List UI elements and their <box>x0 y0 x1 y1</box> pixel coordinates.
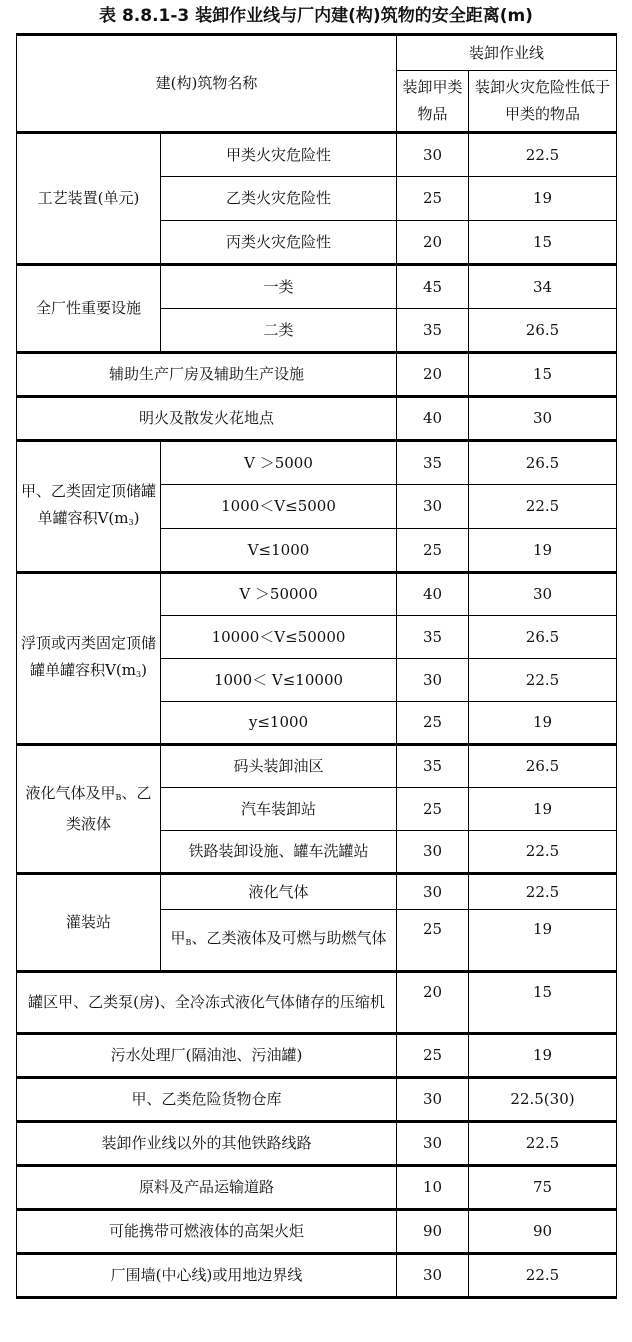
row-label: 甲$_B$、乙类液体及可燃与助燃气体 <box>161 910 397 972</box>
value-a: 25 <box>397 177 469 221</box>
value-a: 30 <box>397 1254 469 1298</box>
value-b: 22.5(30) <box>469 1078 617 1122</box>
header-col-a: 装卸甲类物品 <box>397 71 469 133</box>
row-label: 污水处理厂(隔油池、污油罐) <box>17 1034 397 1078</box>
row-label: 丙类火灾危险性 <box>161 221 397 265</box>
value-b: 26.5 <box>469 309 617 353</box>
header-group: 装卸作业线 <box>397 35 617 71</box>
value-b: 22.5 <box>469 133 617 177</box>
row-label: 二类 <box>161 309 397 353</box>
value-a: 30 <box>397 874 469 910</box>
value-a: 25 <box>397 702 469 745</box>
value-a: 40 <box>397 573 469 616</box>
value-a: 35 <box>397 441 469 485</box>
row-label: V ＞5000 <box>161 441 397 485</box>
row-label: 辅助生产厂房及辅助生产设施 <box>17 353 397 397</box>
value-a: 30 <box>397 485 469 529</box>
value-b: 22.5 <box>469 485 617 529</box>
value-b: 90 <box>469 1210 617 1254</box>
value-a: 25 <box>397 529 469 573</box>
value-b: 22.5 <box>469 1122 617 1166</box>
value-b: 22.5 <box>469 659 617 702</box>
row-group: 浮顶或丙类固定顶储罐单罐容积$V(m^3)$ <box>17 573 161 745</box>
value-a: 30 <box>397 133 469 177</box>
value-b: 30 <box>469 397 617 441</box>
value-b: 15 <box>469 353 617 397</box>
value-a: 40 <box>397 397 469 441</box>
safety-distance-table <box>16 33 617 1299</box>
value-a: 20 <box>397 972 469 1034</box>
value-a: 20 <box>397 221 469 265</box>
row-label: 原料及产品运输道路 <box>17 1166 397 1210</box>
row-label: 铁路装卸设施、罐车洗罐站 <box>161 831 397 874</box>
row-label: y≤1000 <box>161 702 397 745</box>
row-label: V ＞50000 <box>161 573 397 616</box>
value-b: 22.5 <box>469 831 617 874</box>
value-b: 26.5 <box>469 616 617 659</box>
row-label: 一类 <box>161 265 397 309</box>
value-b: 30 <box>469 573 617 616</box>
row-group: 甲、乙类固定顶储罐单罐容积$V(m^3)$ <box>17 441 161 573</box>
value-a: 90 <box>397 1210 469 1254</box>
value-b: 26.5 <box>469 745 617 788</box>
value-a: 35 <box>397 309 469 353</box>
row-label: 乙类火灾危险性 <box>161 177 397 221</box>
value-a: 25 <box>397 1034 469 1078</box>
value-b: 22.5 <box>469 874 617 910</box>
row-label: 可能携带可燃液体的高架火炬 <box>17 1210 397 1254</box>
value-a: 30 <box>397 1122 469 1166</box>
value-a: 25 <box>397 788 469 831</box>
value-b: 34 <box>469 265 617 309</box>
row-label: 1000＜ V≤10000 <box>161 659 397 702</box>
value-b: 19 <box>469 529 617 573</box>
header-col-b: 装卸火灾危险性低于甲类的物品 <box>469 71 617 133</box>
value-b: 15 <box>469 972 617 1034</box>
row-label: 罐区甲、乙类泵(房)、全冷冻式液化气体储存的压缩机 <box>17 972 397 1034</box>
header-name: 建(构)筑物名称 <box>17 35 397 133</box>
value-a: 35 <box>397 745 469 788</box>
value-b: 26.5 <box>469 441 617 485</box>
row-label: 装卸作业线以外的其他铁路线路 <box>17 1122 397 1166</box>
value-a: 35 <box>397 616 469 659</box>
value-b: 19 <box>469 177 617 221</box>
value-a: 30 <box>397 1078 469 1122</box>
row-label: 1000＜V≤5000 <box>161 485 397 529</box>
value-a: 20 <box>397 353 469 397</box>
value-b: 19 <box>469 1034 617 1078</box>
row-label: 10000＜V≤50000 <box>161 616 397 659</box>
row-label: 厂围墙(中心线)或用地边界线 <box>17 1254 397 1298</box>
row-label: 汽车装卸站 <box>161 788 397 831</box>
value-b: 19 <box>469 788 617 831</box>
row-label: 码头装卸油区 <box>161 745 397 788</box>
row-group: 液化气体及甲$_B$、乙类液体 <box>17 745 161 874</box>
value-a: 10 <box>397 1166 469 1210</box>
value-a: 45 <box>397 265 469 309</box>
row-label: 液化气体 <box>161 874 397 910</box>
value-b: 22.5 <box>469 1254 617 1298</box>
value-a: 30 <box>397 659 469 702</box>
row-group: 灌装站 <box>17 874 161 972</box>
value-a: 25 <box>397 910 469 972</box>
value-a: 30 <box>397 831 469 874</box>
row-group: 全厂性重要设施 <box>17 265 161 353</box>
row-label: 甲、乙类危险货物仓库 <box>17 1078 397 1122</box>
table-title: 表 8.8.1-3 装卸作业线与厂内建(构)筑物的安全距离(m) <box>99 6 533 26</box>
row-label: 甲类火灾危险性 <box>161 133 397 177</box>
value-b: 75 <box>469 1166 617 1210</box>
value-b: 19 <box>469 702 617 745</box>
value-b: 19 <box>469 910 617 972</box>
row-group: 工艺装置(单元) <box>17 133 161 265</box>
row-label: 明火及散发火花地点 <box>17 397 397 441</box>
row-label: V≤1000 <box>161 529 397 573</box>
value-b: 15 <box>469 221 617 265</box>
